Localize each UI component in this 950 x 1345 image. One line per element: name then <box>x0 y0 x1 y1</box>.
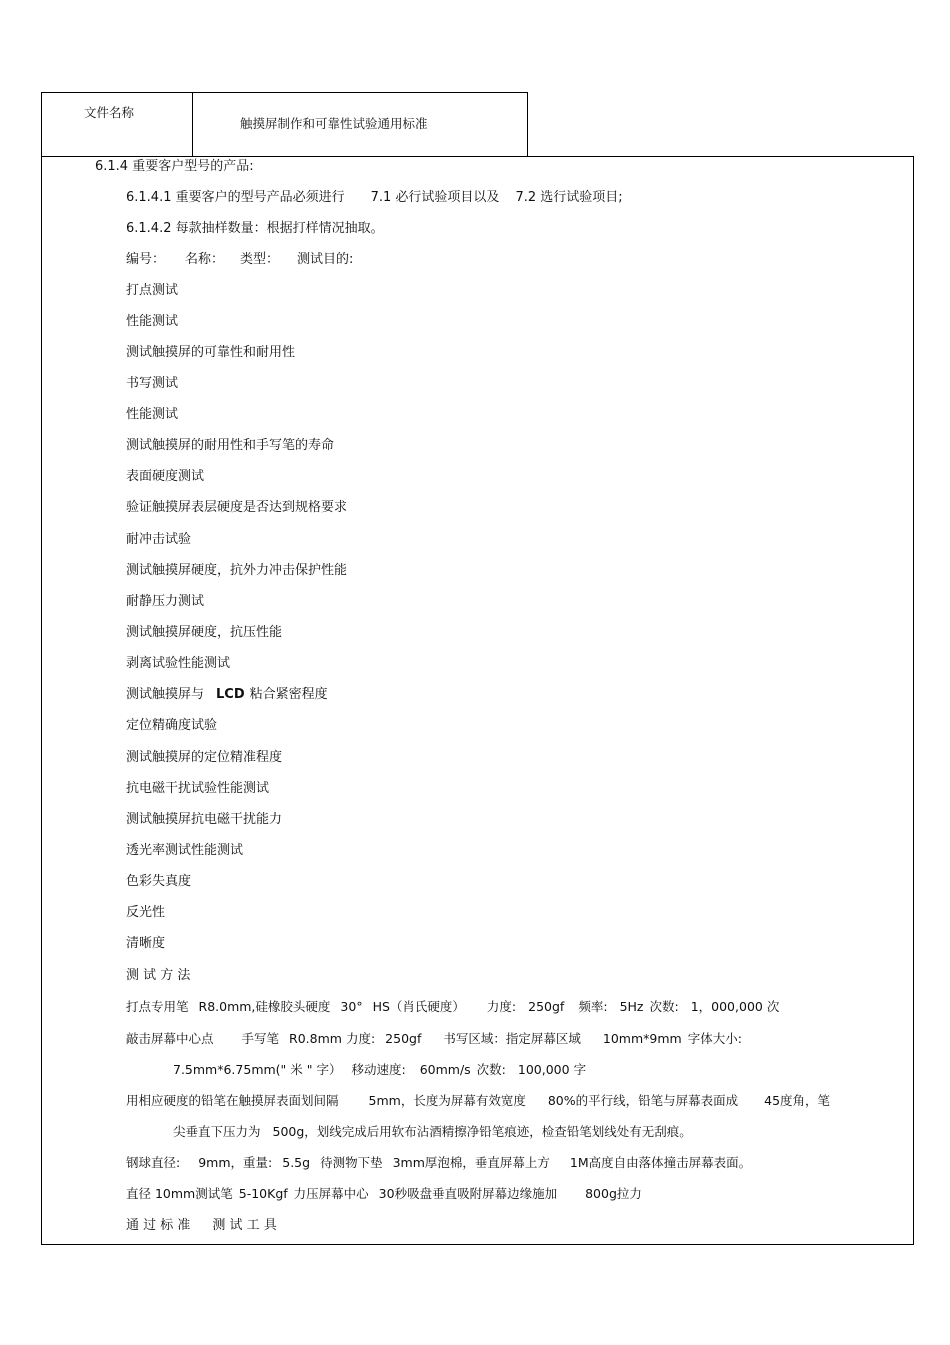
list-item: 色彩失真度 <box>126 874 192 889</box>
lcd-line-bold: LCD <box>216 687 245 702</box>
m6-2: ，重量: <box>230 1155 273 1170</box>
file-name-label: 文件名称 <box>84 105 135 120</box>
section-6-1-4-2: 6.1.4.2 每款抽样数量：根据打样情况抽取。 <box>126 221 384 236</box>
method-line-2 <box>126 1031 742 1047</box>
m2-1: 手写笔 <box>241 1031 280 1046</box>
m7-0: 直径 10mm <box>126 1186 196 1201</box>
m4-2: ，长度为屏幕有效宽度 <box>400 1093 526 1108</box>
m3-1: 移动速度: <box>351 1062 406 1077</box>
list-item: 书写测试 <box>126 376 179 391</box>
list-item: 测试触摸屏的可靠性和耐用性 <box>126 345 296 360</box>
last-line <box>126 1218 277 1234</box>
m2-3: 力度: <box>345 1031 376 1046</box>
list-item: 耐静压力测试 <box>126 594 205 609</box>
m6-1: 9mm <box>198 1155 231 1170</box>
list-item: 性能测试 <box>126 407 179 422</box>
method-line-5 <box>173 1124 692 1140</box>
m1-10: 次 <box>766 999 780 1014</box>
m6-7: 1M <box>569 1155 589 1170</box>
col-header-purpose: 测试目的: <box>297 252 354 267</box>
column-headers <box>126 252 353 268</box>
list-item: 剥离试验性能测试 <box>126 656 231 671</box>
m1-4: 力度: <box>486 999 517 1014</box>
list-item: 测试触摸屏硬度，抗外力冲击保护性能 <box>126 563 348 578</box>
m4-1: 5mm <box>368 1093 401 1108</box>
m1-7: 5Hz <box>619 999 644 1014</box>
m1-2: 30° <box>340 999 363 1014</box>
s6141-part-a: 6.1.4.1 重要客户的型号产品必须进行 <box>126 190 345 205</box>
m3-2: 60mm/s <box>419 1062 471 1077</box>
m1-5: 250gf <box>528 999 565 1014</box>
m2-2: R0.8mm <box>289 1031 342 1046</box>
list-item: 测试触摸屏硬度，抗压性能 <box>126 625 283 640</box>
list-item: 反光性 <box>126 905 166 920</box>
m7-5: 800g拉力 <box>585 1186 642 1201</box>
m4-0: 用相应硬度的铅笔在触摸屏表面划间隔 <box>126 1093 339 1108</box>
m2-7: 字体大小: <box>687 1031 742 1046</box>
pass-criteria-label: 通 过 标 准 <box>126 1218 191 1233</box>
m1-9: 1，000,000 <box>690 999 763 1014</box>
col-header-name: 名称： <box>185 252 225 267</box>
list-item: 透光率测试性能测试 <box>126 843 244 858</box>
col-header-number: 编号： <box>126 252 166 267</box>
m6-6: 厚泡棉，垂直屏幕上方 <box>424 1155 550 1170</box>
lcd-line-post: 粘合紧密程度 <box>249 687 328 702</box>
m1-1: R8.0mm,硅橡胶头硬度 <box>198 999 331 1014</box>
list-item: 打点测试 <box>126 283 179 298</box>
m7-4: 30秒吸盘垂直吸附屏幕边缘施加 <box>378 1186 558 1201</box>
m3-4: 100,000 <box>517 1062 570 1077</box>
method-line-7 <box>126 1186 642 1202</box>
m4-3: 80%的平行线，铅笔与屏幕表面成 <box>547 1093 739 1108</box>
m2-5: 书写区域：指定屏幕区域 <box>443 1031 581 1046</box>
list-item: 验证触摸屏表层硬度是否达到规格要求 <box>126 500 348 515</box>
m5-0: 尖垂直下压力为 <box>173 1124 261 1139</box>
m4-4: 45度角，笔 <box>764 1093 831 1108</box>
s6141-part-c: 7.2 选行试验项目; <box>515 190 623 205</box>
list-item: 测试触摸屏的耐用性和手写笔的寿命 <box>126 438 335 453</box>
m2-4: 250gf <box>385 1031 422 1046</box>
section-6-1-4-1 <box>126 190 623 206</box>
m6-4: 待测物下垫 <box>320 1155 383 1170</box>
m7-3: 力压屏幕中心 <box>293 1186 369 1201</box>
m6-0: 钢球直径: <box>126 1155 181 1170</box>
list-item: 性能测试 <box>126 314 179 329</box>
m2-6: 10mm*9mm <box>602 1031 682 1046</box>
list-item: 清晰度 <box>126 936 166 951</box>
m6-5: 3mm <box>392 1155 425 1170</box>
list-item: 定位精确度试验 <box>126 718 218 733</box>
header-label-cell <box>41 92 193 157</box>
m7-1: 测试笔 <box>195 1186 233 1201</box>
m6-3: 5.5g <box>282 1155 311 1170</box>
m5-1: 500g，划线完成后用软布沾酒精擦净铅笔痕迹，检查铅笔划线处有无刮痕。 <box>272 1124 692 1139</box>
method-title: 测 试 方 法 <box>126 968 191 983</box>
section-6-1-4: 6.1.4 重要客户型号的产品: <box>95 159 254 174</box>
m6-8: 高度自由落体撞击屏幕表面。 <box>588 1155 752 1170</box>
m3-5: 字 <box>573 1062 587 1077</box>
method-line-6 <box>126 1155 751 1171</box>
lcd-line <box>126 687 328 703</box>
s6141-part-b: 7.1 必行试验项目以及 <box>370 190 500 205</box>
list-item: 表面硬度测试 <box>126 469 205 484</box>
test-tools-label: 测 试 工 具 <box>212 1218 277 1233</box>
m1-6: 频率: <box>578 999 608 1014</box>
m3-3: 次数: <box>476 1062 506 1077</box>
m1-8: 次数: <box>649 999 679 1014</box>
method-line-1 <box>126 999 779 1015</box>
list-item: 抗电磁干扰试验性能测试 <box>126 781 270 796</box>
list-item: 测试触摸屏的定位精准程度 <box>126 750 283 765</box>
m7-2: 5-10Kgf <box>238 1186 288 1201</box>
m2-0: 敲击屏幕中心点 <box>126 1031 214 1046</box>
list-item: 测试触摸屏抗电磁干扰能力 <box>126 812 283 827</box>
m1-0: 打点专用笔 <box>126 999 189 1014</box>
document-title: 触摸屏制作和可靠性试验通用标准 <box>240 116 428 131</box>
m3-0: 7.5mm*6.75mm(" 米 " 字） <box>173 1062 342 1077</box>
lcd-line-pre: 测试触摸屏与 <box>126 687 205 702</box>
method-line-4 <box>126 1093 830 1109</box>
method-line-3 <box>173 1062 586 1078</box>
m1-3: HS（肖氏硬度） <box>372 999 465 1014</box>
col-header-type: 类型： <box>240 252 280 267</box>
list-item: 耐冲击试验 <box>126 532 192 547</box>
